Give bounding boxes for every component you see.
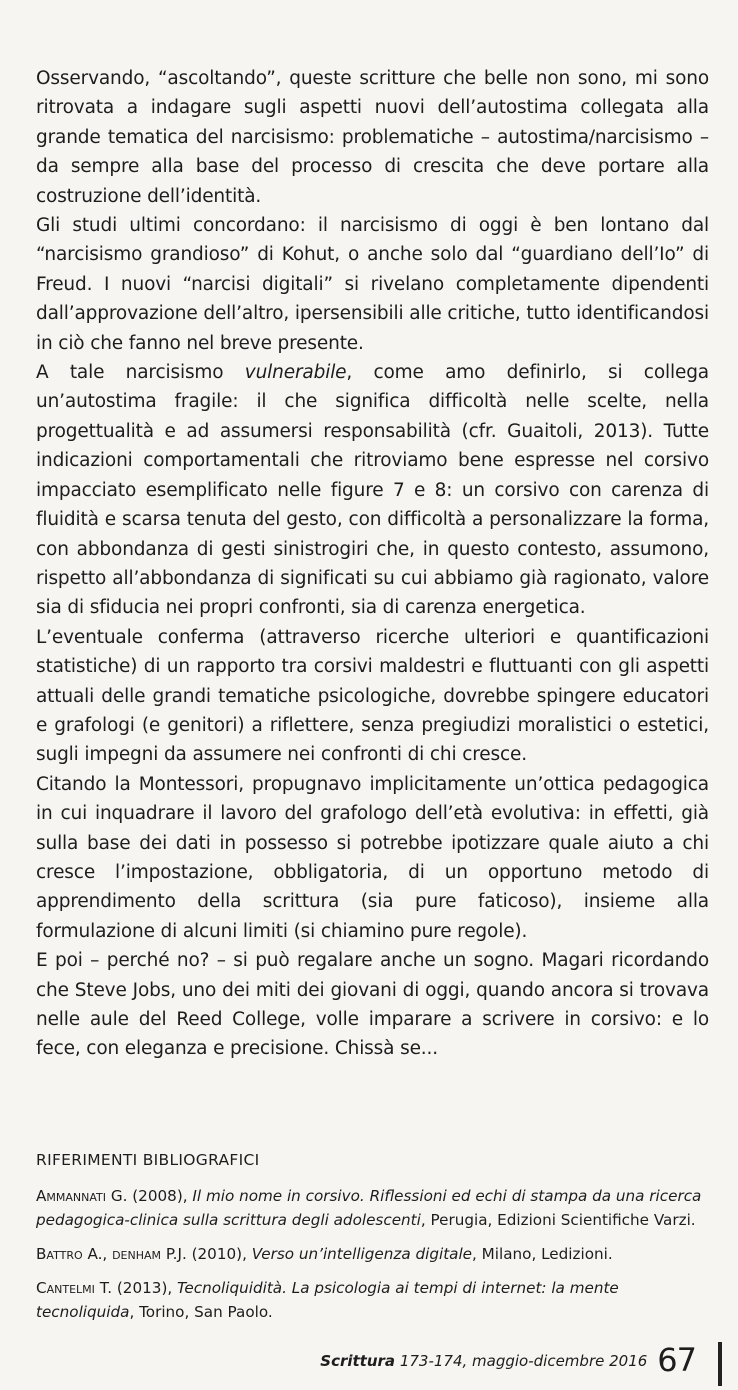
text-run: Osservando, “ascoltando”, queste scritture che belle non sono, mi sono ritrovata a indagare sugli aspetti nuovi dell’autostima collegata alla grande tematica del narcisismo: problematiche – autostima/narcisismo – da sempre alla base del processo di crescita che deve portare alla costruzione dell’identità. xyxy=(36,68,709,207)
text-run: , Perugia, Edizioni Scientifiche Varzi. xyxy=(420,1211,696,1229)
text-run: A tale narcisismo xyxy=(36,362,245,384)
author-name: Cantelmi xyxy=(36,1279,95,1297)
text-run: Gli studi ultimi concordano: il narcisismo di oggi è ben lontano dal “narcisismo grandioso” di Kohut, o anche solo dal “guardiano dell’Io” di Freud. I nuovi “narcisi digitali” si rivelano completamente dipendenti dall’approvazione dell’altro, ipersensibili alle critiche, tutto identificandosi in ciò che fanno nel breve presente. xyxy=(36,215,709,354)
text-run: G. (2008), xyxy=(106,1187,193,1205)
body-paragraph xyxy=(36,623,709,770)
journal-citation xyxy=(320,1352,647,1376)
italic-text: Tecnoliquidità. La psicologia ai tempi di internet: la mente tecnoliquida xyxy=(36,1279,619,1321)
italic-text: vulnerabile xyxy=(244,362,347,384)
text-run: E poi – perché no? – si può regalare anche un sogno. Magari ricordando che Steve Jobs, uno dei miti dei giovani di oggi, quando ancora si trovava nelle aule del Reed College, volle imparare a scrivere in corsivo: e lo fece, con eleganza e precisione. Chissà se... xyxy=(36,950,709,1060)
journal-name: Scrittura xyxy=(320,1352,396,1370)
references-list xyxy=(36,1184,711,1324)
text-run: , Milano, Ledizioni. xyxy=(472,1245,613,1263)
body-paragraph xyxy=(36,358,709,623)
body-paragraph xyxy=(36,64,709,211)
body-paragraph xyxy=(36,770,709,946)
text-run: L’eventuale conferma (attraverso ricerche ulteriori e quantificazioni statistiche) di un rapporto tra corsivi maldestri e fluttuanti con gli aspetti attuali delle grandi tematiche psicologiche, dovrebbe spingere educatori e grafologi (e genitori) a riflettere, senza pregiudizi moralistici o estetici, sugli impegni da assumere nei confronti di chi cresce. xyxy=(36,626,709,766)
body-paragraph xyxy=(36,211,709,358)
author-name: Ammannati xyxy=(36,1187,106,1205)
article-body xyxy=(36,64,709,1064)
reference-item xyxy=(36,1184,711,1232)
italic-text: Verso un’intelligenza digitale xyxy=(251,1245,473,1263)
text-run: T. (2013), xyxy=(94,1279,178,1297)
text-run: P.J. (2010), xyxy=(161,1245,252,1263)
reference-item xyxy=(36,1276,711,1324)
text-run: Citando la Montessori, propugnavo implicitamente un’ottica pedagogica in cui inquadrare il lavoro del grafologo dell’età evolutiva: in effetti, già sulla base dei dati in possesso si potrebbe ipotizzare quale aiuto a chi cresce l’impostazione, obbligatoria, di un opportuno metodo di apprendimento della scrittura (sia pure faticoso), insieme alla formulazione di alcuni limiti (si chiamino pure regole). xyxy=(36,773,709,942)
references-section xyxy=(36,1148,711,1334)
author-name: Battro xyxy=(36,1245,83,1263)
text-run: A., xyxy=(82,1245,113,1263)
author-name: denham xyxy=(112,1245,162,1263)
text-run: , Torino, San Paolo. xyxy=(129,1303,273,1321)
body-paragraph xyxy=(36,946,709,1064)
page-footer xyxy=(320,1341,696,1379)
journal-issue: 173-174, maggio-dicembre 2016 xyxy=(395,1352,648,1370)
text-run: , come amo definirlo, si collega un’autostima fragile: il che significa difficoltà nelle scelte, nella progettualità e ad assumersi responsabilità (cfr. Guaitoli, 2013). Tutte indicazioni comportamentali che ritroviamo bene espresse nel corsivo impacciato esemplificato nelle figure 7 e 8: un corsivo con carenza di fluidità e scarsa tenuta del gesto, con difficoltà a personalizzare la forma, con abbondanza di gesti sinistrogiri che, in questo contesto, assumono, rispetto all’abbondanza di significati su cui abbiamo già ragionato, valore sia di sfiducia nei propri confronti, sia di carenza energetica. xyxy=(36,362,709,619)
margin-bar xyxy=(718,1342,722,1386)
reference-item xyxy=(36,1242,711,1266)
italic-text: Il mio nome in corsivo. Riflessioni ed echi di stampa da una ricerca pedagogica-clinica sulla scrittura degli adolescenti xyxy=(36,1187,702,1229)
references-heading: RIFERIMENTI BIBLIOGRAFICI xyxy=(36,1151,260,1169)
page-number: 67 xyxy=(657,1341,696,1379)
